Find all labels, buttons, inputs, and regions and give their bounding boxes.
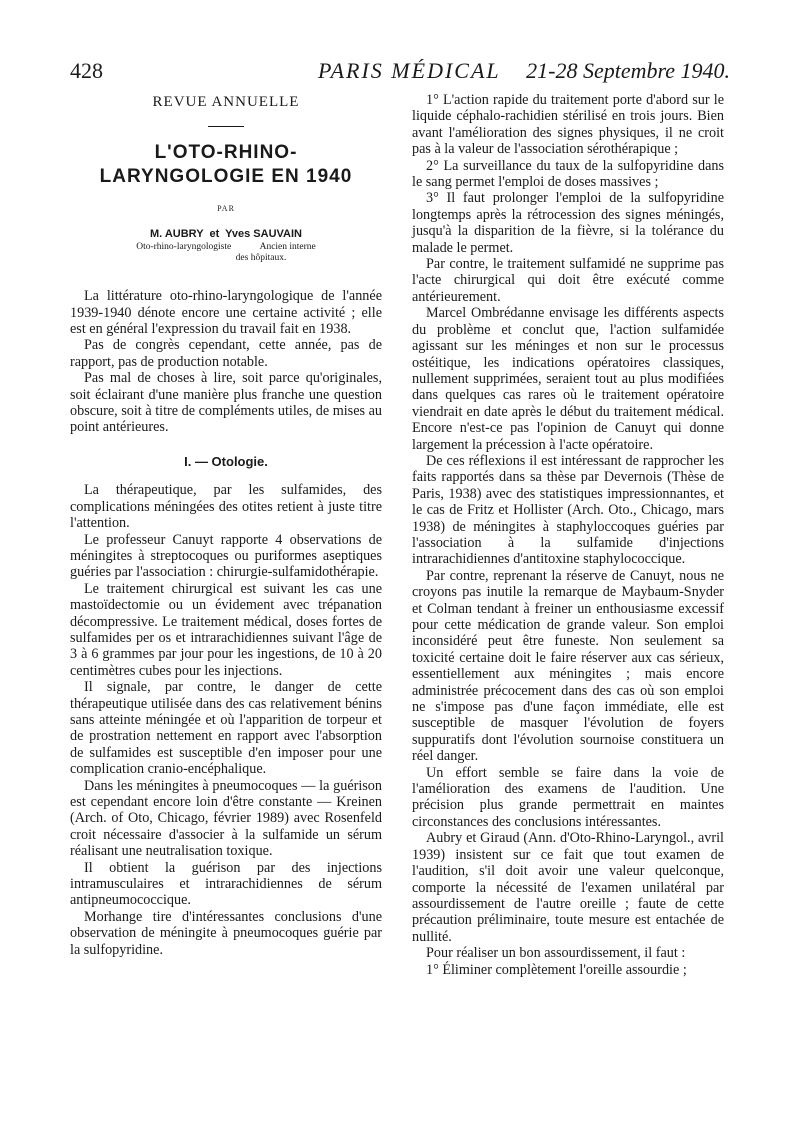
section-heading: I. — Otologie. xyxy=(184,453,268,469)
article-title-line-2: LARYNGOLOGIE EN 1940 xyxy=(99,166,353,188)
paragraph: De ces réflexions il est intéressant de rapprocher les faits rapportés dans sa thèse par Devernois (Thèse de Paris, 1938) avec des statistiques impressionnantes, et le cas de Fritz et Hollister (Arch. Oto., Chicago, mars 1938) de méningites à staphyloccoques guéries par l'association à la sulfamide d'injections intrarachidiennes d'antitoxine staphylococcique. xyxy=(412,452,724,568)
paragraph: Aubry et Giraud (Ann. d'Oto-Rhino-Laryngol., avril 1939) insistent sur ce fait que tout examen de l'audition, s'il doit avoir une valeur quelconque, comporte la nécessité de l'examen unilatéral par assourdissement de l'autre oreille ; faute de cette précaution préliminaire, toute mesure est entachée de nullité. xyxy=(412,830,724,945)
paragraph: Un effort semble se faire dans la voie de l'amélioration des examens de l'audition. Une précision plus grande permettrait en maintes circonstances des conclusions intéressantes. xyxy=(412,764,724,830)
byline-par: PAR xyxy=(217,204,235,214)
right-column xyxy=(412,92,724,1146)
paragraph: Il obtient la guérison par des injections intramusculaires et intrarachidiennes de sérum antipneumococcique. xyxy=(70,859,382,909)
authors: M. AUBRY et Yves SAUVAIN xyxy=(149,227,302,240)
article-title-line-1: L'OTO-RHINO- xyxy=(154,142,298,164)
paragraph: La littérature oto-rhino-laryngologique de l'année 1939-1940 dénote encore une certaine activité ; elle est en général l'expression du travail fait en 1938. xyxy=(70,288,382,338)
affiliation-second-author: Ancien interne xyxy=(259,242,316,253)
journal-title: PARIS MÉDICAL xyxy=(318,58,501,83)
page-number: 428 xyxy=(70,58,103,83)
paragraph: Pas de congrès cependant, cette année, pas de rapport, pas de production notable. xyxy=(70,337,382,370)
paragraph: Morhange tire d'intéressantes conclusions d'une observation de méningite à pneumocoques guérie par la sulfopyridine. xyxy=(70,908,382,958)
affiliation-first-author: Oto-rhino-laryngologiste xyxy=(136,242,232,253)
paragraph: Il signale, par contre, le danger de cette thérapeutique utilisée dans des cas relativement bénins sans atteinte méningée et où l'apparition de torpeur et de prostration nettement en rapport avec l'absorption de sulfamides est susceptible d'en imposer pour une complication cranio-encéphalique. xyxy=(70,679,382,778)
running-header xyxy=(70,58,730,88)
paragraph: Par contre, reprenant la réserve de Canuyt, nous ne croyons pas inutile la remarque de Maybaum-Snyder et Colman tendant à freiner un enthousiasme excessif pour cette médication de grande valeur. Son emploi inconsidéré peut être funeste. Non seulement sa toxicité certaine doit le faire réserver aux cas sérieux, essentiellement aux méningites ; mais encore administrée précocement dans des cas où son emploi ne s'impose pas d'une façon immédiate, elle est susceptible de masquer l'évolution de foyers suppuratifs dont l'évolution sournoise constituera un réel danger. xyxy=(412,567,724,765)
paragraph: Le professeur Canuyt rapporte 4 observations de méningites à streptocoques ou puriformes aseptiques guéries par l'association : chirurgie-sulfamidothérapie. xyxy=(70,531,382,581)
paragraph: Par contre, le traitement sulfamidé ne supprime pas l'acte chirurgical qui doit être exécuté comme antérieurement. xyxy=(412,256,724,305)
issue-date: 21-28 Septembre 1940. xyxy=(526,58,730,83)
paragraph: Le traitement chirurgical est suivant les cas une mastoïdectomie ou un évidement avec trépanation décompressive. Le traitement médical, doses fortes de sulfamides per os et intrarachidiennes suivant l'âge de 3 à 6 grammes par jour pour les ingestions, de 10 à 20 centimètres cubes pour les injections. xyxy=(70,580,382,679)
paragraph: Pas mal de choses à lire, soit parce qu'originales, soit éclairant d'une manière plus franche une question obscure, soit à titre de compléments utiles, de mises au point antérieures. xyxy=(70,370,382,436)
paragraph: Dans les méningites à pneumocoques — la guérison est cependant encore loin d'être constante — Kreinen (Arch. of Oto, Chicago, février 1989) avec Rosenfeld croit nécessaire d'associer à la sulfamide un sérum réalisant une neutralisation toxique. xyxy=(70,777,382,860)
affiliation-line-2: des hôpitaux. xyxy=(235,253,287,264)
paragraph: 1° Éliminer complètement l'oreille assourdie ; xyxy=(426,961,687,978)
paragraph: 1° L'action rapide du traitement porte d'abord sur le liquide céphalo-rachidien stérilisé en trois jours. Bien avant l'amélioration des signes physiques, il ne croit pas à la valeur de l'association sérothérapique ; xyxy=(412,92,724,158)
affiliation-line-1 xyxy=(70,242,382,253)
paragraph: 2° La surveillance du taux de la sulfopyridine dans le sang permet l'emploi de doses massives ; xyxy=(412,157,724,191)
review-label: REVUE ANNUELLE xyxy=(152,94,300,110)
paragraph: La thérapeutique, par les sulfamides, des complications méningées des otites retient à juste titre l'attention. xyxy=(70,482,382,532)
left-column xyxy=(70,92,382,1146)
paragraph: Marcel Ombrédanne envisage les différents aspects du problème et conclut que, l'action sulfamidée agissant sur les méninges et non sur le processus ostéitique, les indications opératoires classiques, nullement supprimées, seraient tout au plus modifiées dans quelques cas rares où le traitement opératoire viendrait en date après le début du traitement médical. Encore n'est-ce pas l'opinion de Canuyt qui donne largement la précession à l'acte opératoire. xyxy=(412,305,724,453)
paragraph: 3° Il faut prolonger l'emploi de la sulfopyridine longtemps après la rétrocession des signes méningés, jusqu'à la disparition de la fièvre, si la tolérance du malade le permet. xyxy=(412,190,724,256)
paragraph: Pour réaliser un bon assourdissement, il faut : xyxy=(426,945,686,962)
title-rule xyxy=(208,126,244,127)
